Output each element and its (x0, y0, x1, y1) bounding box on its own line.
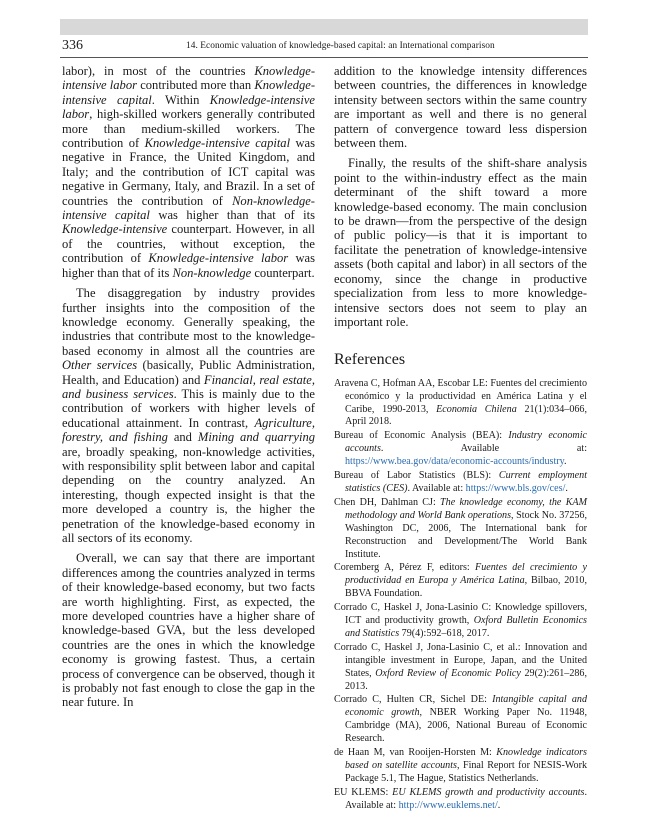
text-run: 79(4):592–618, 2017. (399, 627, 490, 639)
text-run: The disaggregation by industry provides further insights into the composition of the knowledge economy. Generally speaking, the industries that contribute most to the knowledge-based economy in almost all the countries are (62, 286, 315, 358)
text-run: . Available at: (407, 482, 466, 494)
italic-text: Economia Chilena (436, 403, 517, 415)
italic-text: Other services (62, 358, 138, 373)
text-run: Corrado C, Haskel J, Jona-Lasinio C, et al.: Innovation and intangible investment in Europe, Japan, and the United States, (334, 641, 587, 679)
paragraph (62, 64, 315, 280)
text-run: addition to the knowledge intensity differences between countries, the differences in knowledge intensity between sectors within the same country are important as well and there is no general pattern of convergence toward less dispersion between them. (334, 64, 587, 151)
italic-text: The knowledge economy, the KAM methodology and World Bank operations (345, 496, 587, 521)
header-bar (60, 19, 588, 35)
italic-text: Non-knowledge (172, 265, 252, 280)
italic-text: Knowledge-intensive labor (148, 251, 289, 266)
text-run: . (565, 482, 568, 494)
italic-text: Mining and quarrying (197, 430, 316, 445)
text-run: Finally, the results of the shift-share analysis point to the within-industry effect as the main determinant of the shift toward a more knowledge-based economy. The main conclusion to be drawn—from the perspective of the design of public policy—is that it is important to facilitate the penetration of knowledge-intensive assets (both capital and labor) in all sectors of the economy, since the change in productive specialization from less to more knowledge-intensive sectors does not seem to play an important role. (334, 156, 587, 329)
text-run: Aravena C, Hofman AA, Escobar LE: Fuentes del crecimiento económico y la productividad en América Latina y el Caribe, 1990-2013, (334, 377, 587, 415)
text-run: . (564, 456, 567, 468)
italic-text: Agriculture, forestry, and fishing (62, 415, 315, 445)
paragraph (334, 156, 587, 329)
italic-text: Knowledge-intensive capital (62, 78, 315, 107)
italic-text: Oxford Review of Economic Policy (375, 667, 521, 679)
paragraph (62, 551, 315, 709)
text-run: was negative in France, the United Kingdom, and Italy; and the contribution of ICT capital was negative in Germany, Italy, and Brazil. In a set of countries the contribution of (62, 136, 315, 208)
italic-text: Intangible capital and economic growth (345, 694, 588, 719)
italic-text: Knowledge indicators based on satellite accounts (345, 747, 587, 771)
italic-text: Knowledge-intensive capital (144, 136, 291, 151)
text-run: counterpart. However, in all of the countries, without exception, the contribution of (62, 222, 315, 266)
reference-link[interactable]: https://www.bea.gov/data/economic-accounts/industry (345, 456, 565, 468)
text-run: Bureau of Economic Analysis (BEA): (334, 430, 509, 442)
italic-text: Oxford Bulletin Economics and Statistics (345, 615, 587, 639)
reference-entry (334, 378, 587, 430)
text-run: Corrado C, Hulten CR, Sichel DE: (334, 694, 493, 706)
italic-text: Current employment statistics (CES) (345, 470, 587, 494)
italic-text: Industry economic accounts (345, 430, 587, 455)
reference-entry (334, 747, 587, 786)
text-run: , high-skilled workers generally contributed more than medium-skilled workers. The contribution of (62, 107, 315, 151)
text-run: counterpart. (251, 265, 315, 280)
text-run: 21(1):034–066, April 2018. (345, 403, 587, 428)
text-run: Bureau of Labor Statistics (BLS): (334, 470, 499, 482)
text-run: , Final Report for NESIS-Work Package 5.1, The Hague, Statistics Netherlands. (345, 760, 587, 784)
text-run: was higher than that of its (149, 208, 316, 223)
reference-entry (334, 497, 587, 562)
text-run: Chen DH, Dahlman CJ: (334, 496, 441, 508)
text-run: (basically, Public Administration, Health, and Education) and (62, 358, 315, 387)
text-run: Coremberg A, Pérez F, editors: (334, 562, 476, 574)
text-run: , NBER Working Paper No. 11948, Cambridge (MA), 2006, National Bureau of Economic Research. (345, 707, 587, 745)
reference-link[interactable]: https://www.bls.gov/ces/ (465, 482, 566, 494)
text-run: Corrado C, Haskel J, Jona-Lasinio C: Knowledge spillovers, ICT and productivity growth, (334, 602, 587, 627)
text-run: . (497, 799, 501, 811)
text-run: . Within (151, 92, 210, 107)
text-run: . Available at: (380, 443, 587, 455)
references-heading: References (334, 351, 406, 369)
text-run: was higher than that of its (62, 251, 315, 280)
italic-text: EU KLEMS growth and productivity accounts (392, 786, 585, 798)
italic-text: Financial, real estate, and business services (62, 372, 315, 401)
reference-link[interactable]: http://www.euklems.net/ (398, 799, 498, 811)
text-run: contributed more than (137, 78, 255, 93)
text-run: , Bilbao, 2010, BBVA Foundation. (345, 575, 587, 600)
text-run: , Stock No. 37256, Washington DC, 2006, The International bank for Reconstruction and Development/The World Bank Institute. (345, 509, 587, 560)
italic-text: Knowledge-intensive labor (62, 92, 315, 122)
reference-entry (334, 642, 587, 694)
reference-entry (334, 430, 587, 469)
text-run: labor), in most of the countries (62, 64, 255, 78)
italic-text: Fuentes del crecimiento y productividad en Europa y América Latina (345, 562, 588, 587)
reference-entry (334, 470, 587, 496)
running-title: 14. Economic valuation of knowledge-based capital: an International comparison (186, 41, 495, 51)
italic-text: Non-knowledge-intensive capital (62, 193, 315, 223)
text-run: and (167, 430, 198, 445)
reference-entry (334, 602, 587, 641)
text-run: . Available at: (345, 786, 587, 811)
left-column (62, 64, 315, 710)
header-rule (60, 57, 588, 58)
reference-list (334, 378, 587, 813)
text-run: de Haan M, van Rooijen-Horsten M: (334, 747, 497, 759)
paragraph (334, 64, 587, 150)
text-run: EU KLEMS: (334, 786, 393, 798)
text-run: 29(2):261–286, 2013. (345, 667, 587, 692)
reference-entry (334, 694, 587, 746)
right-column (334, 64, 587, 813)
text-run: are, broadly speaking, non-knowledge activities, with responsibility split between labor and capital depending on the country analyzed. An interesting, though expected insight is that the more developed a country is, the higher the penetration of the knowledge-based economy in all sectors of its economy. (62, 444, 315, 545)
text-run: . This is mainly due to the contribution of workers with higher levels of educational attainment. In contrast, (62, 386, 315, 430)
italic-text: Knowledge-intensive (62, 222, 168, 237)
reference-entry (334, 562, 587, 601)
paragraph (62, 286, 315, 545)
text-run: Overall, we can say that there are important differences among the countries analyzed in terms of their knowledge-based economy, but two facts are worth highlighting. First, as expected, the more developed countries have a higher share of knowledge-based GVA, but the less developed countries are the ones in which the knowledge economy is growing fastest. Thus, a certain process of convergence can be observed, though it is probably not fast enough to close the gap in the near future. In (62, 551, 315, 710)
italic-text: Knowledge-intensive labor (62, 64, 315, 93)
page-number: 336 (62, 38, 83, 53)
